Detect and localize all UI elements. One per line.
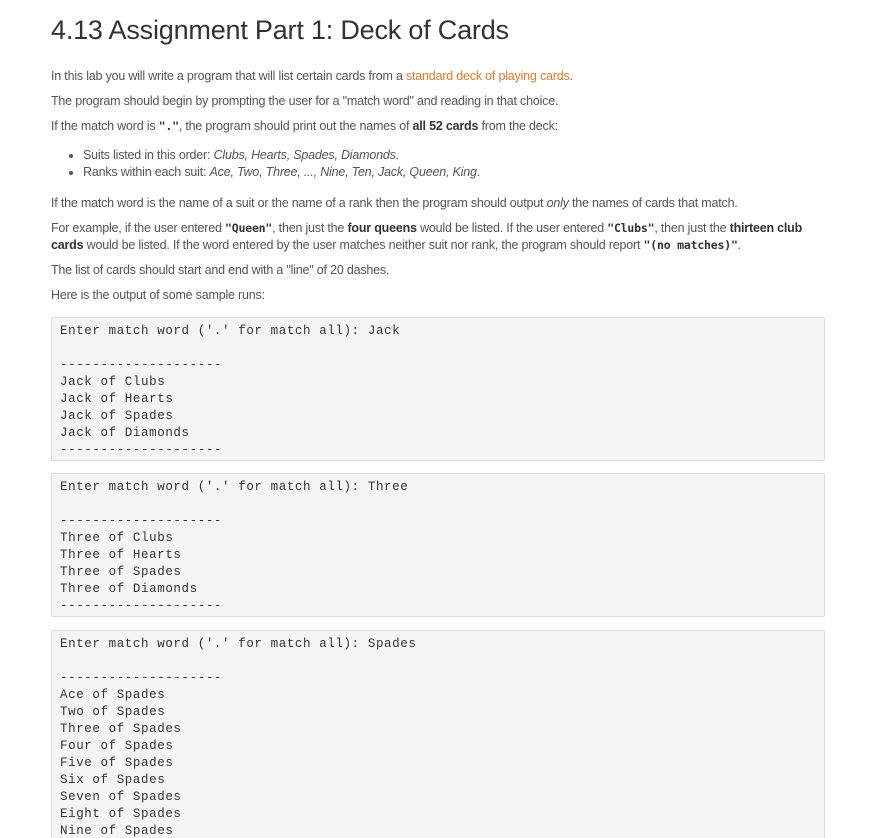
sample-run-three [51, 473, 825, 617]
example-text-f: would be listed. If the word entered by the user matches neither suit nor rank, the program should report [83, 238, 644, 252]
suits-value: Clubs, Hearts, Spades, Diamonds [213, 148, 396, 162]
match-only-text: If the match word is the name of a suit or the name of a rank then the program should output [51, 196, 547, 210]
prompt-paragraph: The program should begin by prompting the user for a "match word" and reading in that choice. [51, 94, 559, 108]
match-all-text: If the match word is [51, 119, 159, 133]
intro-text: In this lab you will write a program that will list certain cards from a [51, 69, 406, 83]
clubs-code: "Clubs" [607, 221, 655, 235]
order-list [51, 147, 480, 181]
list-item [83, 147, 480, 164]
list-item [83, 164, 480, 181]
cards-bold: cards [51, 238, 84, 252]
ranks-value: Ace, Two, Three, ..., Nine, Ten, Jack, Queen, King [209, 165, 477, 179]
sample-intro-paragraph: Here is the output of some sample runs: [51, 288, 265, 302]
ranks-end: . [476, 165, 481, 179]
dot-code: "." [158, 119, 179, 133]
no-matches-code: "(no matches)" [643, 238, 738, 252]
intro-end: . [569, 69, 573, 83]
ranks-label: Ranks within each suit: [83, 165, 210, 179]
four-queens-bold: four queens [347, 221, 417, 235]
all-cards-bold: all 52 cards [412, 119, 479, 133]
match-all-paragraph [51, 118, 827, 135]
example-text-b: , then just the [272, 221, 348, 235]
match-only-end: the names of cards that match. [568, 196, 738, 210]
thirteen-club-bold: thirteen club [729, 221, 803, 235]
page-title: 4.13 Assignment Part 1: Deck of Cards [51, 15, 509, 45]
queen-code: "Queen" [225, 221, 273, 235]
example-end: . [737, 238, 741, 252]
suits-label: Suits listed in this order: [83, 148, 214, 162]
match-all-end: from the deck: [478, 119, 558, 133]
example-text-a: For example, if the user entered [51, 221, 226, 235]
sample-output: Enter match word ('.' for match all): Spades -------------------- Ace of Spades Two of Spades Three of Spades Four of Spades Five of Spades Six of Spades Seven of Spades Eight of Spades Nine of Spades [60, 637, 417, 838]
intro-paragraph [51, 68, 827, 85]
standard-deck-link[interactable]: standard deck of playing cards [405, 69, 570, 83]
dashes-paragraph: The list of cards should start and end with a "line" of 20 dashes. [51, 263, 390, 277]
sample-output: Enter match word ('.' for match all): Three -------------------- Three of Clubs Three of Hearts Three of Spades Three of Diamonds -------------------- [60, 480, 409, 613]
sample-run-jack [51, 317, 825, 461]
only-emphasis: only [546, 196, 569, 210]
suits-end: . [395, 148, 399, 162]
sample-run-spades [51, 630, 825, 838]
example-paragraph [51, 220, 827, 254]
match-all-mid: , the program should print out the names of [178, 119, 413, 133]
example-text-c: would be listed. If the user entered [416, 221, 608, 235]
example-text-d: , then just the [654, 221, 730, 235]
match-only-paragraph [51, 195, 827, 212]
sample-output: Enter match word ('.' for match all): Jack -------------------- Jack of Clubs Jack of Hearts Jack of Spades Jack of Diamonds -------------------- [60, 324, 401, 457]
